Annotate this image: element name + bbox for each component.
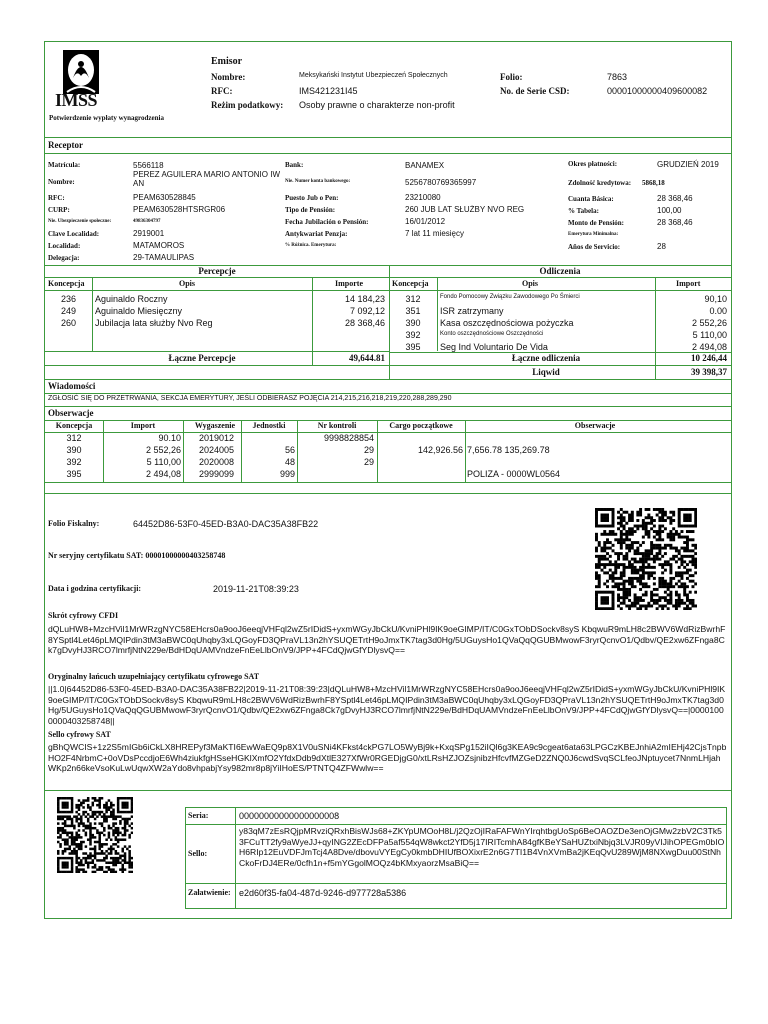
folio-fiskalny-label: Folio Fiskalny:	[48, 519, 100, 528]
clave-localidad-label: Clave Localidad:	[48, 230, 100, 238]
cuenta-value: 5256780769365997	[405, 178, 477, 187]
odliczenia-total-value: 10 246,44	[691, 353, 727, 363]
table-row-cell: 392	[405, 330, 421, 340]
percepcje-header-importe: Importe	[335, 279, 363, 288]
table-row-cell: Fondo Pomocowy Związku Zawodowego Po Śmierci	[440, 294, 580, 300]
zalatwienie-label: Załatwienie:	[188, 888, 231, 897]
odliczenia-header-opis: Opis	[522, 279, 539, 288]
percepcje-header-opis: Opis	[179, 279, 196, 288]
table-row-cell: Seg Ind Voluntario De Vida	[440, 342, 548, 352]
delegacion-value: 29-TAMAULIPAS	[133, 253, 195, 262]
table-row-cell: 14 184,23	[344, 294, 385, 304]
tabela-value: 100,00	[657, 206, 682, 215]
puesto-value: 23210080	[405, 193, 441, 202]
folio-value: 7863	[607, 72, 628, 82]
localidad-value: MATAMOROS	[133, 241, 185, 250]
table-row-cell: 236	[60, 294, 77, 304]
document-page	[44, 41, 732, 919]
zalatwienie-value: e2d60f35-fa04-487d-9246-d977728a5386	[239, 888, 407, 898]
table-row-cell: Konto oszczędnościowe Oszczędności	[440, 331, 544, 337]
table-row-cell: 2999099	[199, 469, 235, 479]
obserwacje-header: Jednostki	[252, 421, 286, 430]
lancuch-title: Oryginalny łańcuch uzupełniający certyfikatu cyfrowego SAT	[48, 672, 260, 681]
nss-value: 49836304797	[133, 219, 161, 224]
obserwacje-header: Wygaszenie	[194, 421, 236, 430]
folio-label: Folio:	[500, 72, 523, 82]
antykwariat-label: Antykwariat Penzja:	[285, 230, 348, 238]
table-row-cell: 2 552,26	[691, 318, 727, 328]
curp-value: PEAM630528HTSRGR06	[133, 205, 226, 214]
skrot-cfdi-title: Skrót cyfrowy CFDI	[48, 611, 119, 620]
nombre-label: Nombre:	[211, 72, 246, 82]
anos-servicio-value: 28	[657, 242, 666, 251]
monto-pension-value: 28 368,46	[657, 218, 693, 227]
table-row-cell: 392	[66, 457, 82, 467]
table-row-cell: 56	[284, 445, 295, 455]
folio-fiskalny-value: 64452D86-53F0-45ED-B3A0-DAC35A38FB22	[133, 519, 319, 529]
table-row-cell: 2019012	[199, 433, 235, 443]
percepcje-total-value: 49,644.81	[349, 353, 385, 363]
table-row-cell: 395	[405, 342, 421, 352]
data-certyfikacji-value: 2019-11-21T08:39:23	[213, 584, 299, 594]
zdolnosc-label: Zdolność kredytowa:	[568, 179, 632, 187]
sello-sat-title: Sello cyfrowy SAT	[48, 730, 111, 739]
serie-csd-value: 00001000000409600082	[607, 86, 708, 96]
curp-label: CURP:	[48, 206, 70, 214]
table-row-cell: ISR zatrzymany	[440, 306, 504, 316]
wiadomosci-title: Wiadomości	[48, 381, 96, 391]
receptor-nombre-label: Nombre:	[48, 178, 75, 186]
table-row-cell: Aguinaldo Roczny	[95, 294, 168, 304]
anos-servicio-label: Años de Servicio:	[568, 243, 621, 251]
seria-value: 00000000000000000008	[239, 811, 340, 821]
puesto-label: Puesto Jub o Pen:	[285, 194, 339, 202]
odliczenia-header-import: Import	[676, 279, 701, 288]
table-row-cell: 390	[405, 318, 421, 328]
table-row-cell: 312	[66, 433, 82, 443]
table-row-cell: 7 092,12	[349, 306, 385, 316]
table-row-cell: POLIZA - 0000WL0564	[467, 469, 561, 479]
table-row-cell: 999	[279, 469, 295, 479]
table-row-cell: 29	[363, 445, 374, 455]
table-row-cell: 395	[66, 469, 82, 479]
logo-text: IMSS	[55, 90, 98, 110]
nombre-value: Meksykański Instytut Ubezpieczeń Społecznych	[299, 72, 448, 79]
localidad-label: Localidad:	[48, 242, 81, 250]
table-row-cell: 28 368,46	[344, 318, 385, 328]
table-row-cell: 48	[284, 457, 295, 467]
table-row-cell: 260	[60, 318, 77, 328]
table-row-cell: Jubilacja lata służby Nvo Reg	[95, 318, 213, 328]
monto-pension-label: Monto de Pensión:	[568, 219, 624, 227]
table-row-cell: 9998828854	[323, 433, 374, 443]
table-row-cell: 142,926.56	[417, 445, 463, 455]
table-row-cell: 2 494,08	[691, 342, 727, 352]
receptor-rfc-label: RFC:	[48, 194, 65, 202]
tipo-pension-value: 260 JUB LAT SŁUŻBY NVO REG	[405, 205, 525, 214]
sello-value: y83qM7zEsRQjpMRvziQRxhBisWJs68+ZKYpUMOoH8L/j2QzOjIRaFAFWnYIrqhtbgUoSp6BeOAOZDe3enOjGMw2zbV2C3Tk53FCuTT2fy9aWyeJJ+qyING2ZEcDFPa5af554qW8wkct2YfD5j17IRITcmhA84gfKBeYSaHUZtxiNbjq3LVJR09yVIJihOPEGm0bIOH6RIp12EuVDFJmTcj4A8Dve/dbovuVYEgCy0kmbDHIUfBOXixrE2n6G7TI1B4VnXVmBa2jKEqQvU289WjM8NXwgDuu00StNhCkoFrDJ4ERe/0cfh1n+f5mYGgolMOQz4bKMxyaorzMsaBiQ==	[239, 826, 725, 868]
table-row-cell: 90,10	[704, 294, 727, 304]
table-row-cell: 5 110,00	[692, 330, 727, 340]
skrot-cfdi-text: dQLuHW8+MzcHVil1MrWRzgNYC58EHcrs0a9ooJ6eeqjVHFql2wZ5rIDidS+yxmWGyJbCkU/KvniPHl9IK9oeGIMP/IT/C0GxTObDSockv8syS KbqwuR9mLH8c2BWV6WdRizBwrhF8YSptl4Let46pLMQIPdin3tM3aBWC0qUhqby3xLQGoyFD3QPraVL13n2hYSUQETrtH9oJmxTK7tag3d0Hg/5UGuysHo1QVaQqQGUBMwowF3ryrQcnvO1/Qdbv/QE2xw6ZFnga8Ck7gDvyHJ3RCO7lmrfjNtN229e/BdHDqUAMVndzeFnEeLlbOnV9/JPP+4FCdQjwGfYDlysvQ==	[48, 624, 726, 655]
regimen-label: Reżim podatkowy:	[211, 100, 284, 110]
okres-value: GRUDZIEŃ 2019	[657, 160, 719, 169]
emerytura-minimalna-label: Emerytura Minimalna:	[568, 232, 619, 237]
cuenta-label: Nie. Numer konta bankowego:	[285, 179, 351, 184]
data-certyfikacji-label: Data i godzina certyfikacji:	[48, 584, 142, 593]
obserwacje-header: Import	[130, 421, 156, 430]
table-row-cell: 2024005	[199, 445, 235, 455]
seria-label: Seria:	[188, 811, 209, 820]
table-row-cell: 2020008	[199, 457, 235, 467]
table-row-cell: Aguinaldo Miesięczny	[95, 306, 183, 316]
fecha-jubilacion-value: 16/01/2012	[405, 217, 446, 226]
rfc-label: RFC:	[211, 86, 233, 96]
wiadomosci-text: ZGŁOSIĆ SIĘ DO PRZETRWANIA, SEKCJA EMERYTURY, JEŚLI ODBIERASZ POJĘCIA 214,215,216,218,219,220,288,289,290	[48, 395, 452, 402]
qr-code-top	[595, 508, 697, 610]
matricula-label: Matrícula:	[48, 161, 81, 169]
table-row-cell: 7,656.78 135,269.78	[467, 445, 550, 455]
sello-sat-text: gBhQWCIS+1z2S5mIGb6iCkLX8HREPyf3MaKTI6EwWaEQ9p8X1V0uSNi4KFkst4ckPG7LO5WyBj9k+KxqSPg152iIQl6g3KEA9c9cgeat6ata63LPGCzKBEJnhiA2mIEHj42CjsTnpbHO2F4NrbmC+0oVDsPccdjoE6Wh4ziukfgHSseHGKlXmfO2YfdxDdb9dXtlE327XfWr0RGEDjgG0/xtLRsHZJOZsjnibzHfcvfMZGeD2ZNQ0J6cwdSvqSCLfeoJNptuycet7NnmLHjahWKp2n66keVsoKuLwUqwXW2aYdo8vhpabjYsy982mr8p8jYiIHoES/PTNTQ4ZFWwlw==	[48, 742, 727, 773]
cuanta-basica-label: Cuanta Básica:	[568, 195, 614, 203]
percepcje-header-koncepcja: Koncepcja	[48, 279, 85, 288]
obserwacje-header: Obserwacje	[574, 421, 616, 430]
table-row-cell: Kasa oszczędnościowa pożyczka	[440, 318, 574, 328]
nr-certyfikatu-sat: Nr seryjny certyfikatu SAT: 00001000000403258748	[48, 551, 226, 560]
qr-code-bottom	[57, 797, 133, 873]
obserwacje-header: Koncepcja	[55, 421, 93, 430]
percepcje-total-label: Łączne Percepcje	[168, 353, 236, 363]
emisor-title: Emisor	[211, 56, 243, 67]
clave-localidad-value: 2919001	[133, 229, 165, 238]
tipo-pension-label: Tipo de Pensión:	[285, 206, 336, 214]
table-row-cell: 390	[66, 445, 82, 455]
receptor-title: Receptor	[48, 140, 83, 150]
table-row-cell: 2 552,26	[145, 445, 181, 455]
delegacion-label: Delegacja:	[48, 254, 80, 262]
obserwacje-header: Cargo początkowe	[389, 421, 453, 430]
obserwacje-header: Nr kontroli	[317, 421, 357, 430]
table-row-cell: 249	[60, 306, 77, 316]
table-row-cell: 0.00	[709, 306, 727, 316]
antykwariat-value: 7 lat 11 miesięcy	[405, 229, 464, 238]
receptor-rfc-value: PEAM630528845	[133, 193, 196, 202]
roznica-label: % Różnica. Emerytura:	[285, 243, 337, 248]
tabela-label: % Tabela:	[568, 207, 599, 215]
liquid-value: 39 398,37	[691, 367, 727, 377]
table-row-cell: 351	[405, 306, 421, 316]
table-row-cell: 29	[363, 457, 374, 467]
table-row-cell: 5 110,00	[146, 457, 181, 467]
lancuch-text: ||1.0|64452D86-53F0-45ED-B3A0-DAC35A38FB22|2019-11-21T08:39:23|dQLuHW8+MzcHVil1MrWRzgNYC58EHcrs0a9ooJ6eeqjVHFql2wZ5rIDidS+yxmWGyJbCkU/KvniPHl9IK9oeGIMP/IT/C0GxTObDSockv8syS KbqwuR9mLH8c2BWV6WdRizBwrhF8YSptl4Let46pLMQIPdin3tM3aBWC0qUhqby3xLQGoyFD3QPraVL13n2hYSUQETrtH9oJmxTK7tag3d0Hg/5UGuysHo1QVaQqQGUBMwowF3ryrQcnvO1/Qdbv/QE2xw6ZFnga8Ck7gDvyHJ3RCO7lmrfjNtN229e/BdHDqUAMVndzeFnEeLlbOnV9/JPP+4FCdQjwGfYDlysvQ==|00001000000403258748||	[48, 684, 726, 726]
table-row-cell: 2 494,08	[145, 469, 181, 479]
receptor-nombre-value: PEREZ AGUILERA MARIO ANTONIO IWAN	[133, 170, 280, 188]
nss-label: Nie. Ubezpieczenie społeczne:	[48, 219, 112, 224]
percepcje-title: Percepcje	[198, 266, 236, 276]
cuanta-basica-value: 28 368,46	[657, 194, 693, 203]
odliczenia-header-koncepcja: Koncepcja	[392, 279, 429, 288]
bank-value: BANAMEX	[405, 161, 445, 170]
document-subtitle: Potwierdzenie wypłaty wynagrodzenia	[49, 114, 164, 122]
table-row-cell: 312	[405, 294, 421, 304]
zdolnosc-value: 5868,18	[642, 179, 665, 187]
fecha-jubilacion-label: Fecha Jubilación o Pensión:	[285, 218, 369, 226]
liquid-label: Liqwid	[532, 367, 560, 377]
table-row-cell: 90.10	[158, 433, 181, 443]
matricula-value: 5566118	[133, 161, 164, 170]
sello-label: Sello:	[188, 849, 208, 858]
odliczenia-title: Odliczenia	[539, 266, 581, 276]
bank-label: Bank:	[285, 161, 304, 169]
regimen-value: Osoby prawne o charakterze non-profit	[299, 100, 455, 110]
okres-label: Okres płatności:	[568, 160, 618, 168]
obserwacje-title: Obserwacje	[48, 408, 94, 418]
serie-csd-label: No. de Serie CSD:	[500, 86, 570, 96]
rfc-value: IMS421231I45	[299, 86, 358, 96]
odliczenia-total-label: Łączne odliczenia	[511, 353, 581, 363]
